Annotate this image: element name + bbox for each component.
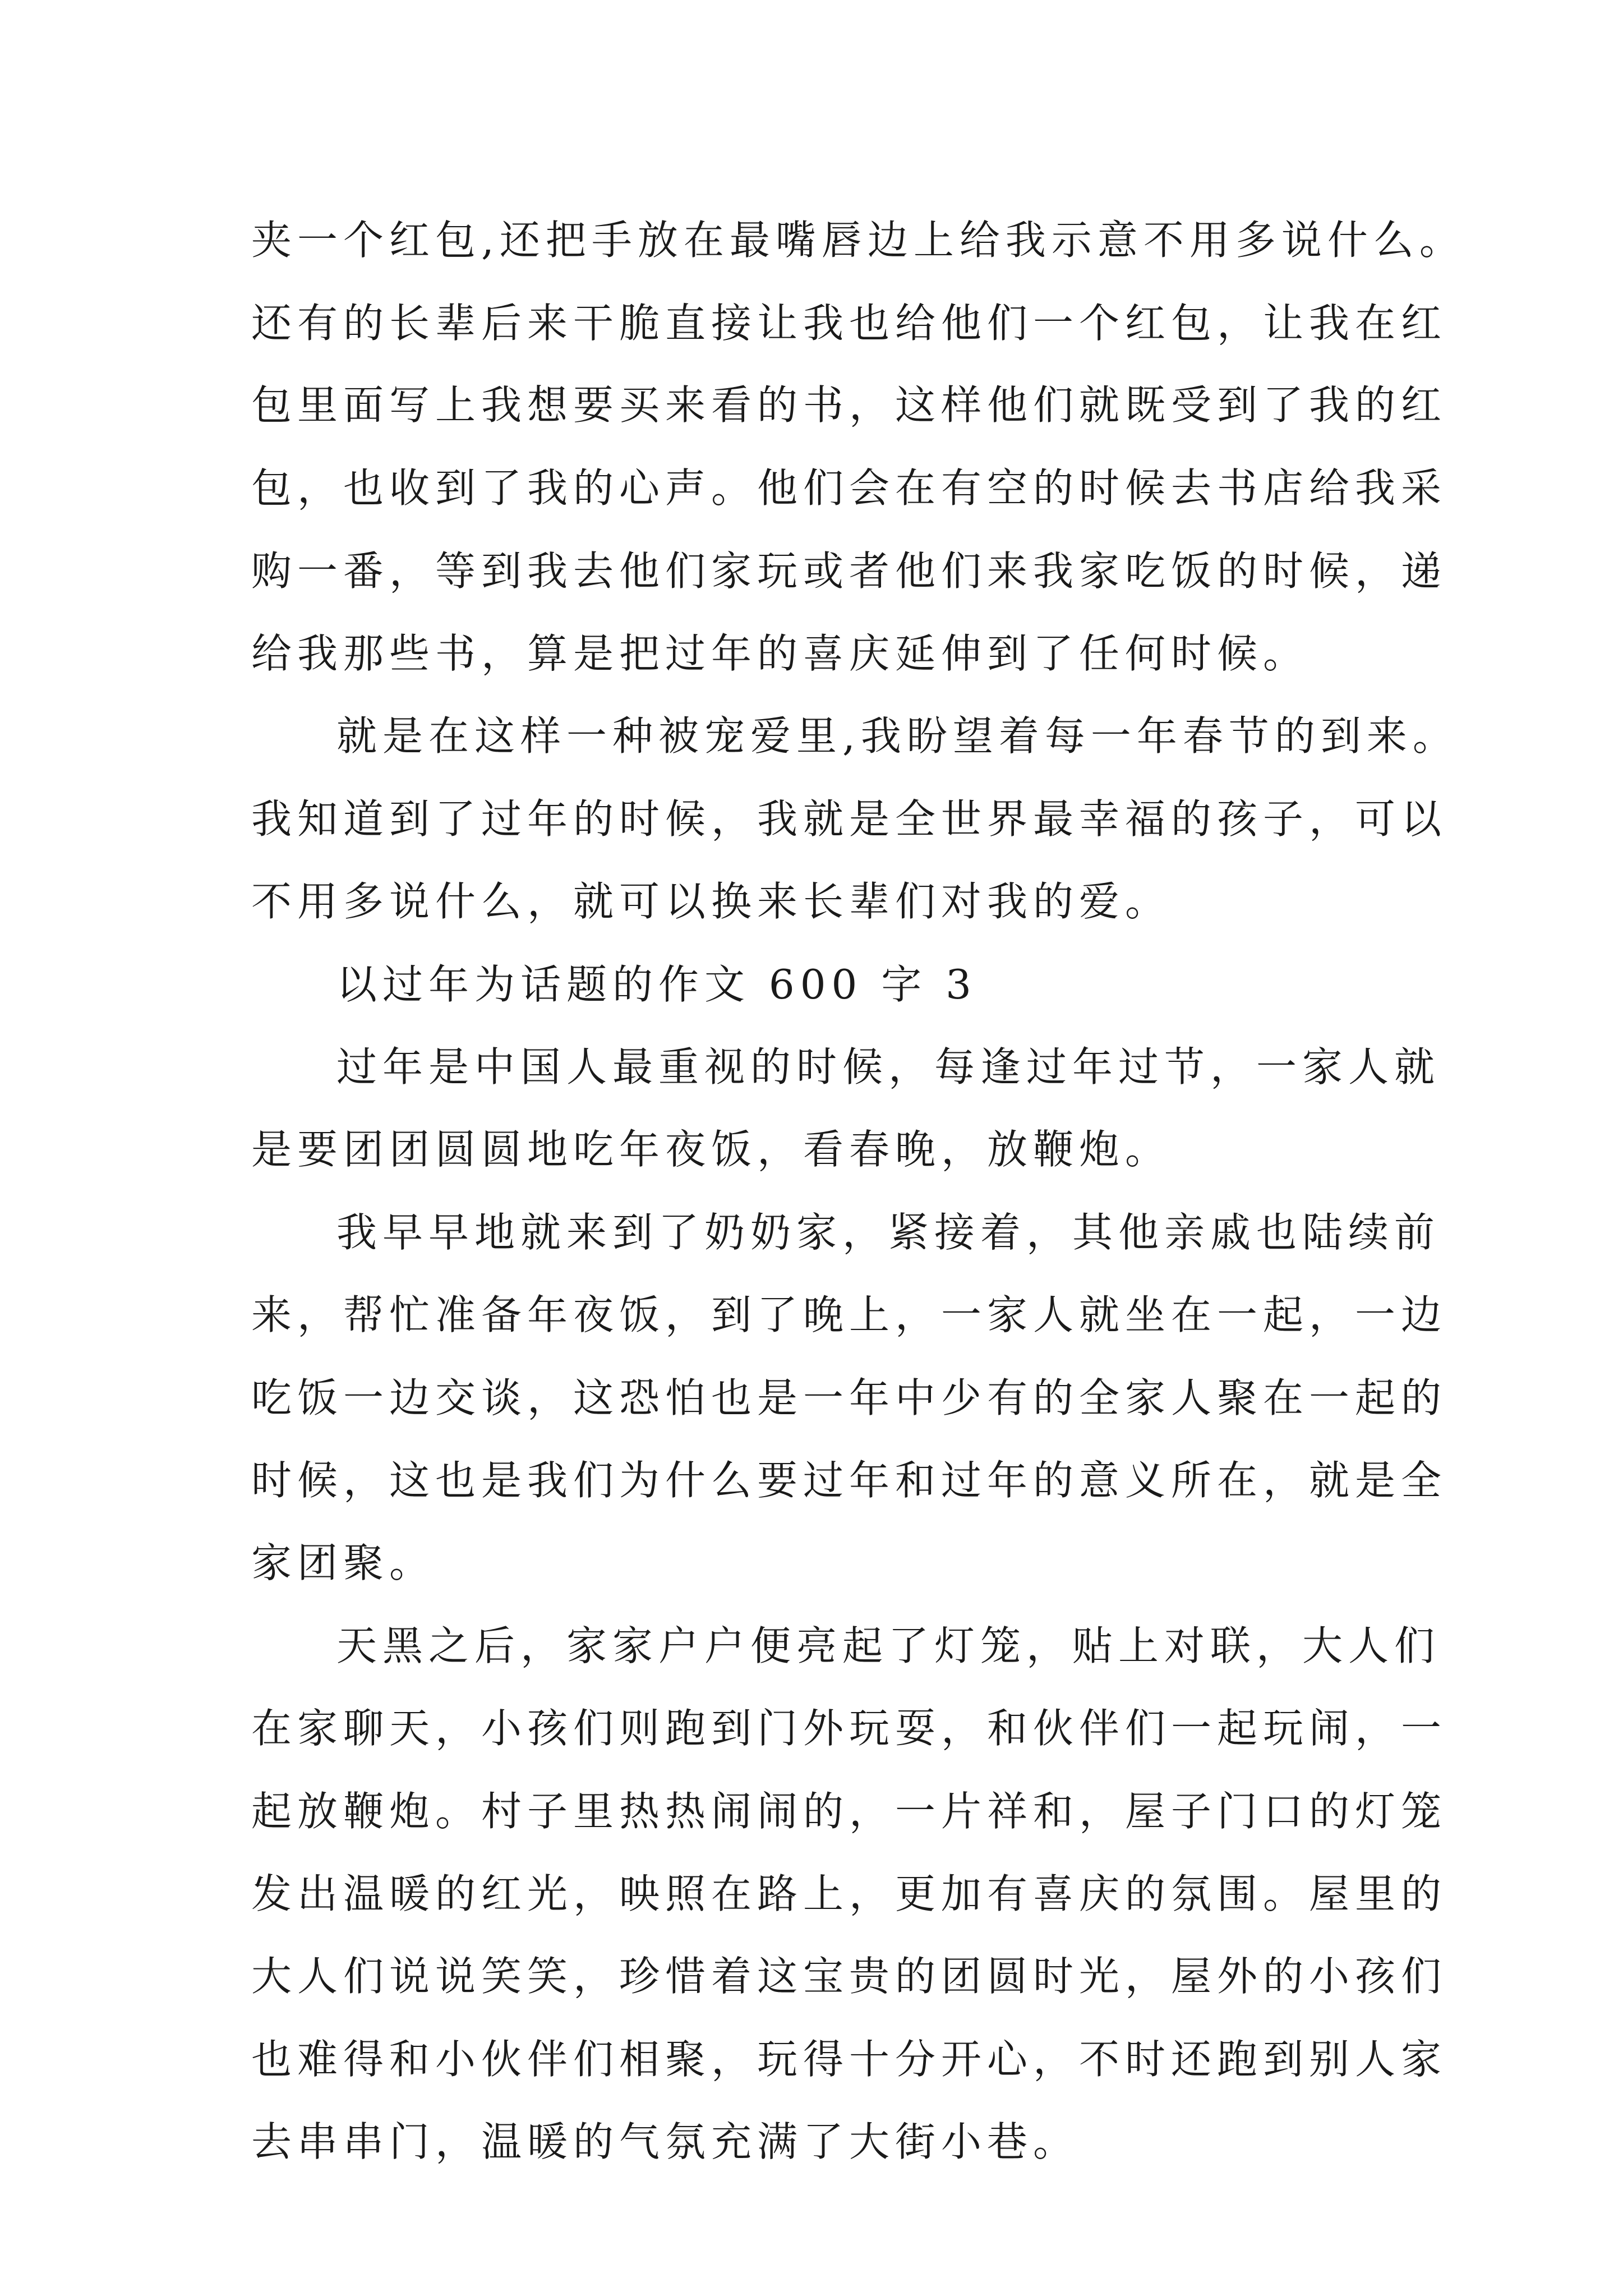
text-line: 去串串门，温暖的气氛充满了大街小巷。 [251, 2118, 1080, 2165]
text-line: 购一番，等到我去他们家玩或者他们来我家吃饭的时候，递 [251, 547, 1447, 595]
text-line: 过年是中国人最重视的时候，每逢过年过节，一家人就 [336, 1043, 1441, 1091]
text-line: 时候，这也是我们为什么要过年和过年的意义所在，就是全 [251, 1457, 1447, 1504]
section-heading: 以过年为话题的作文 600 字 3 [336, 961, 977, 1008]
text-line: 也难得和小伙伴们相聚，玩得十分开心，不时还跑到别人家 [251, 2036, 1447, 2083]
text-line: 包，也收到了我的心声。他们会在有空的时候去书店给我采 [251, 464, 1447, 512]
text-line: 家团聚。 [251, 1539, 436, 1586]
text-line: 发出温暖的红光，映照在路上，更加有喜庆的氛围。屋里的 [251, 1870, 1447, 1917]
text-line: 给我那些书，算是把过年的喜庆延伸到了任何时候。 [251, 630, 1310, 677]
text-line: 大人们说说笑笑，珍惜着这宝贵的团圆时光，屋外的小孩们 [251, 1953, 1447, 2000]
text-line: 在家聊天，小孩们则跑到门外玩耍，和伙伴们一起玩闹，一 [251, 1705, 1447, 1752]
text-line: 天黑之后，家家户户便亮起了灯笼，贴上对联，大人们 [336, 1622, 1441, 1669]
text-line: 包里面写上我想要买来看的书，这样他们就既受到了我的红 [251, 381, 1447, 429]
text-line: 我早早地就来到了奶奶家，紧接着，其他亲戚也陆续前 [336, 1209, 1441, 1256]
text-line: 就是在这样一种被宠爱里,我盼望着每一年春节的到来。 [336, 712, 1459, 760]
text-line: 吃饭一边交谈，这恐怕也是一年中少有的全家人聚在一起的 [251, 1374, 1447, 1421]
text-line: 夹一个红包,还把手放在最嘴唇边上给我示意不用多说什么。 [251, 217, 1465, 264]
text-line: 我知道到了过年的时候，我就是全世界最幸福的孩子，可以 [251, 795, 1447, 843]
text-line: 不用多说什么，就可以换来长辈们对我的爱。 [251, 878, 1172, 925]
text-line: 来，帮忙准备年夜饭，到了晚上，一家人就坐在一起，一边 [251, 1291, 1447, 1338]
text-line: 起放鞭炮。村子里热热闹闹的，一片祥和，屋子门口的灯笼 [251, 1788, 1447, 1835]
text-line: 是要团团圆圆地吃年夜饭，看春晚，放鞭炮。 [251, 1126, 1172, 1173]
text-line: 还有的长辈后来干脆直接让我也给他们一个红包，让我在红 [251, 300, 1447, 347]
